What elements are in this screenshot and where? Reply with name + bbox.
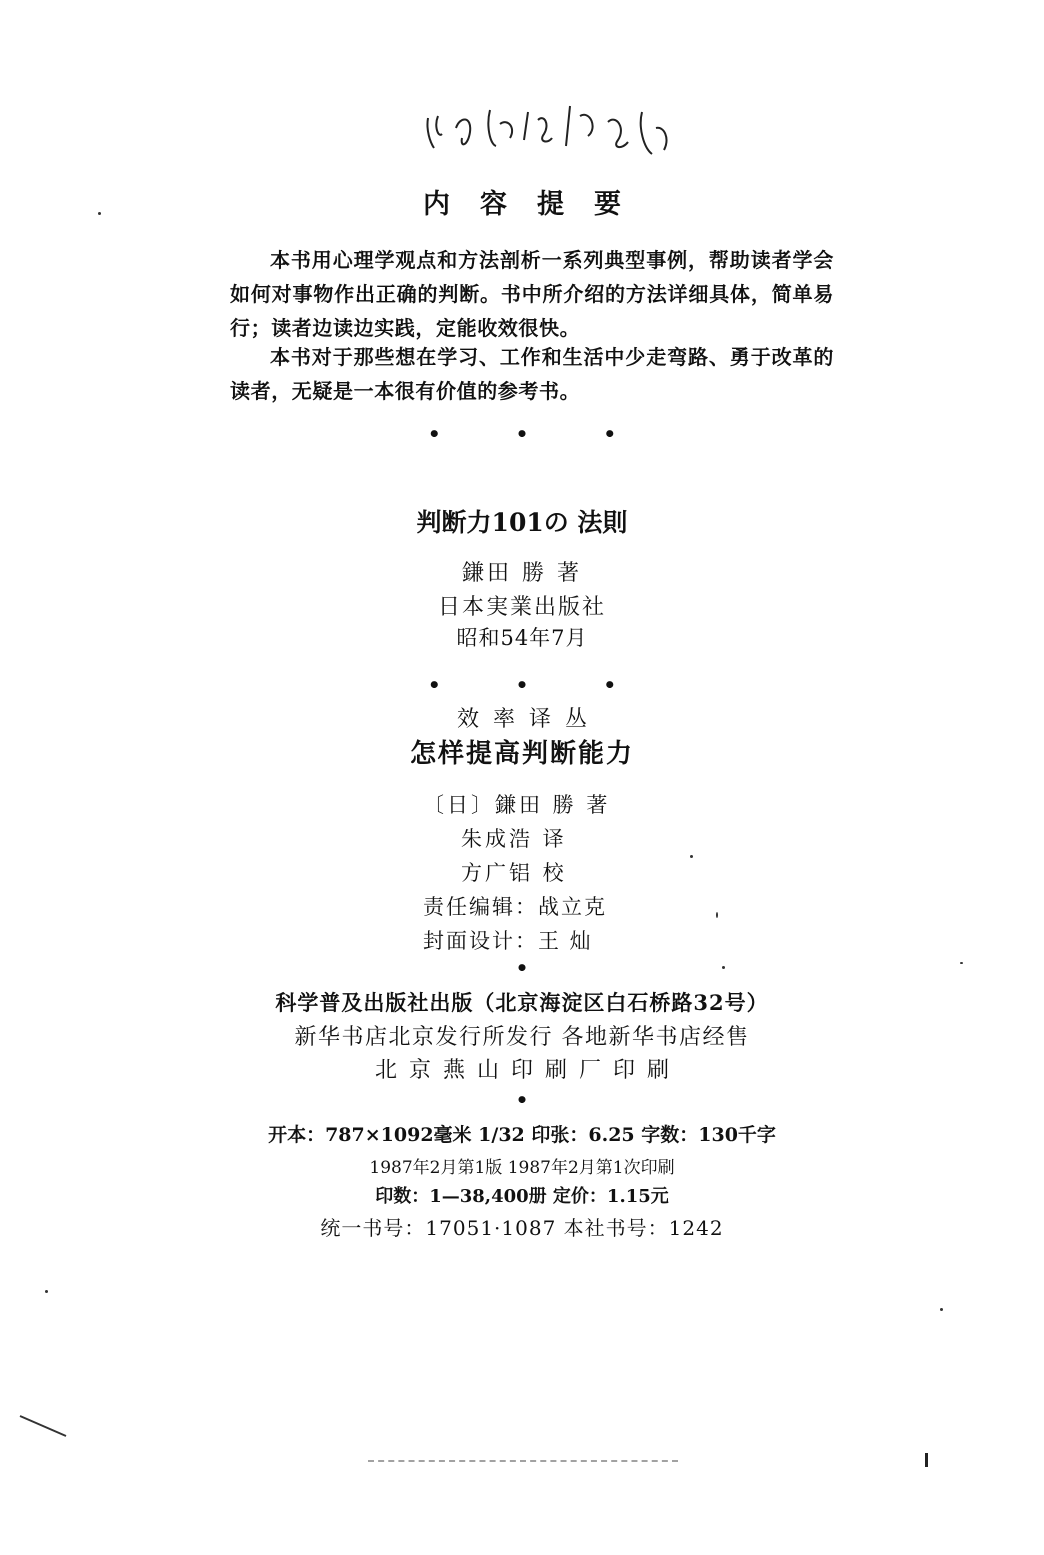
credit-designer: 封面设计：王 灿 (423, 929, 593, 953)
book-title: 怎样提高判断能力 (409, 739, 634, 769)
scan-speck (716, 912, 718, 918)
scan-speck (45, 1290, 48, 1293)
scan-speck (960, 962, 963, 964)
separator-dots-2: • • • (427, 673, 651, 697)
scan-speck (98, 212, 101, 215)
scan-stroke (18, 1412, 78, 1442)
spec-printing: 1987年2月第1版 1987年2月第1次印刷 (369, 1158, 675, 1178)
scan-speck (722, 966, 725, 969)
imprint-publisher: 科学普及出版社出版（北京海淀区白石桥路32号） (275, 990, 769, 1015)
imprint-printer: 北京燕山印刷厂印刷 (374, 1058, 681, 1083)
credit-translator: 朱成浩 译 (461, 827, 567, 851)
handwritten-signature (420, 98, 690, 168)
spec-isbn: 统一书号：17051·1087 本社书号：1242 (320, 1216, 724, 1240)
credit-author: 〔日〕鎌田 勝 著 (423, 793, 611, 817)
scan-speck (690, 855, 693, 858)
original-author: 鎌田 勝 著 (462, 561, 582, 586)
spec-format: 开本：787×1092毫米 1/32 印张：6.25 字数：130千字 (268, 1124, 776, 1146)
credits-block (423, 788, 610, 958)
original-title: 判断力101の 法則 (416, 508, 628, 537)
original-publisher: 日本実業出版社 (437, 595, 606, 620)
summary-paragraph-1: 本书用心理学观点和方法剖析一系列典型事例，帮助读者学会如何对事物作出正确的判断。书中所介绍的方法详细具体，简单易行；读者边读边实践，定能收效很快。 (230, 248, 834, 340)
spec-run: 印数：1—38,400册 定价：1.15元 (375, 1186, 669, 1207)
scan-dash-line (368, 1460, 678, 1464)
series-name: 效率译丛 (456, 707, 601, 732)
scan-mark (925, 1453, 928, 1467)
summary-heading: 内容提要 (423, 189, 651, 220)
credit-editor: 责任编辑：战立克 (423, 895, 607, 919)
original-date: 昭和54年7月 (456, 626, 588, 650)
summary-paragraph-2: 本书对于那些想在学习、工作和生活中少走弯路、勇于改革的读者，无疑是一本很有价值的参考书。 (230, 345, 834, 403)
imprint-distributor: 新华书店北京发行所发行 各地新华书店经售 (294, 1025, 750, 1050)
separator-dot-1: • (515, 956, 529, 980)
separator-dots-1: • • • (427, 422, 651, 446)
scan-speck (940, 1308, 943, 1311)
separator-dot-2: • (515, 1088, 529, 1112)
credit-reviewer: 方广铝 校 (461, 861, 567, 885)
